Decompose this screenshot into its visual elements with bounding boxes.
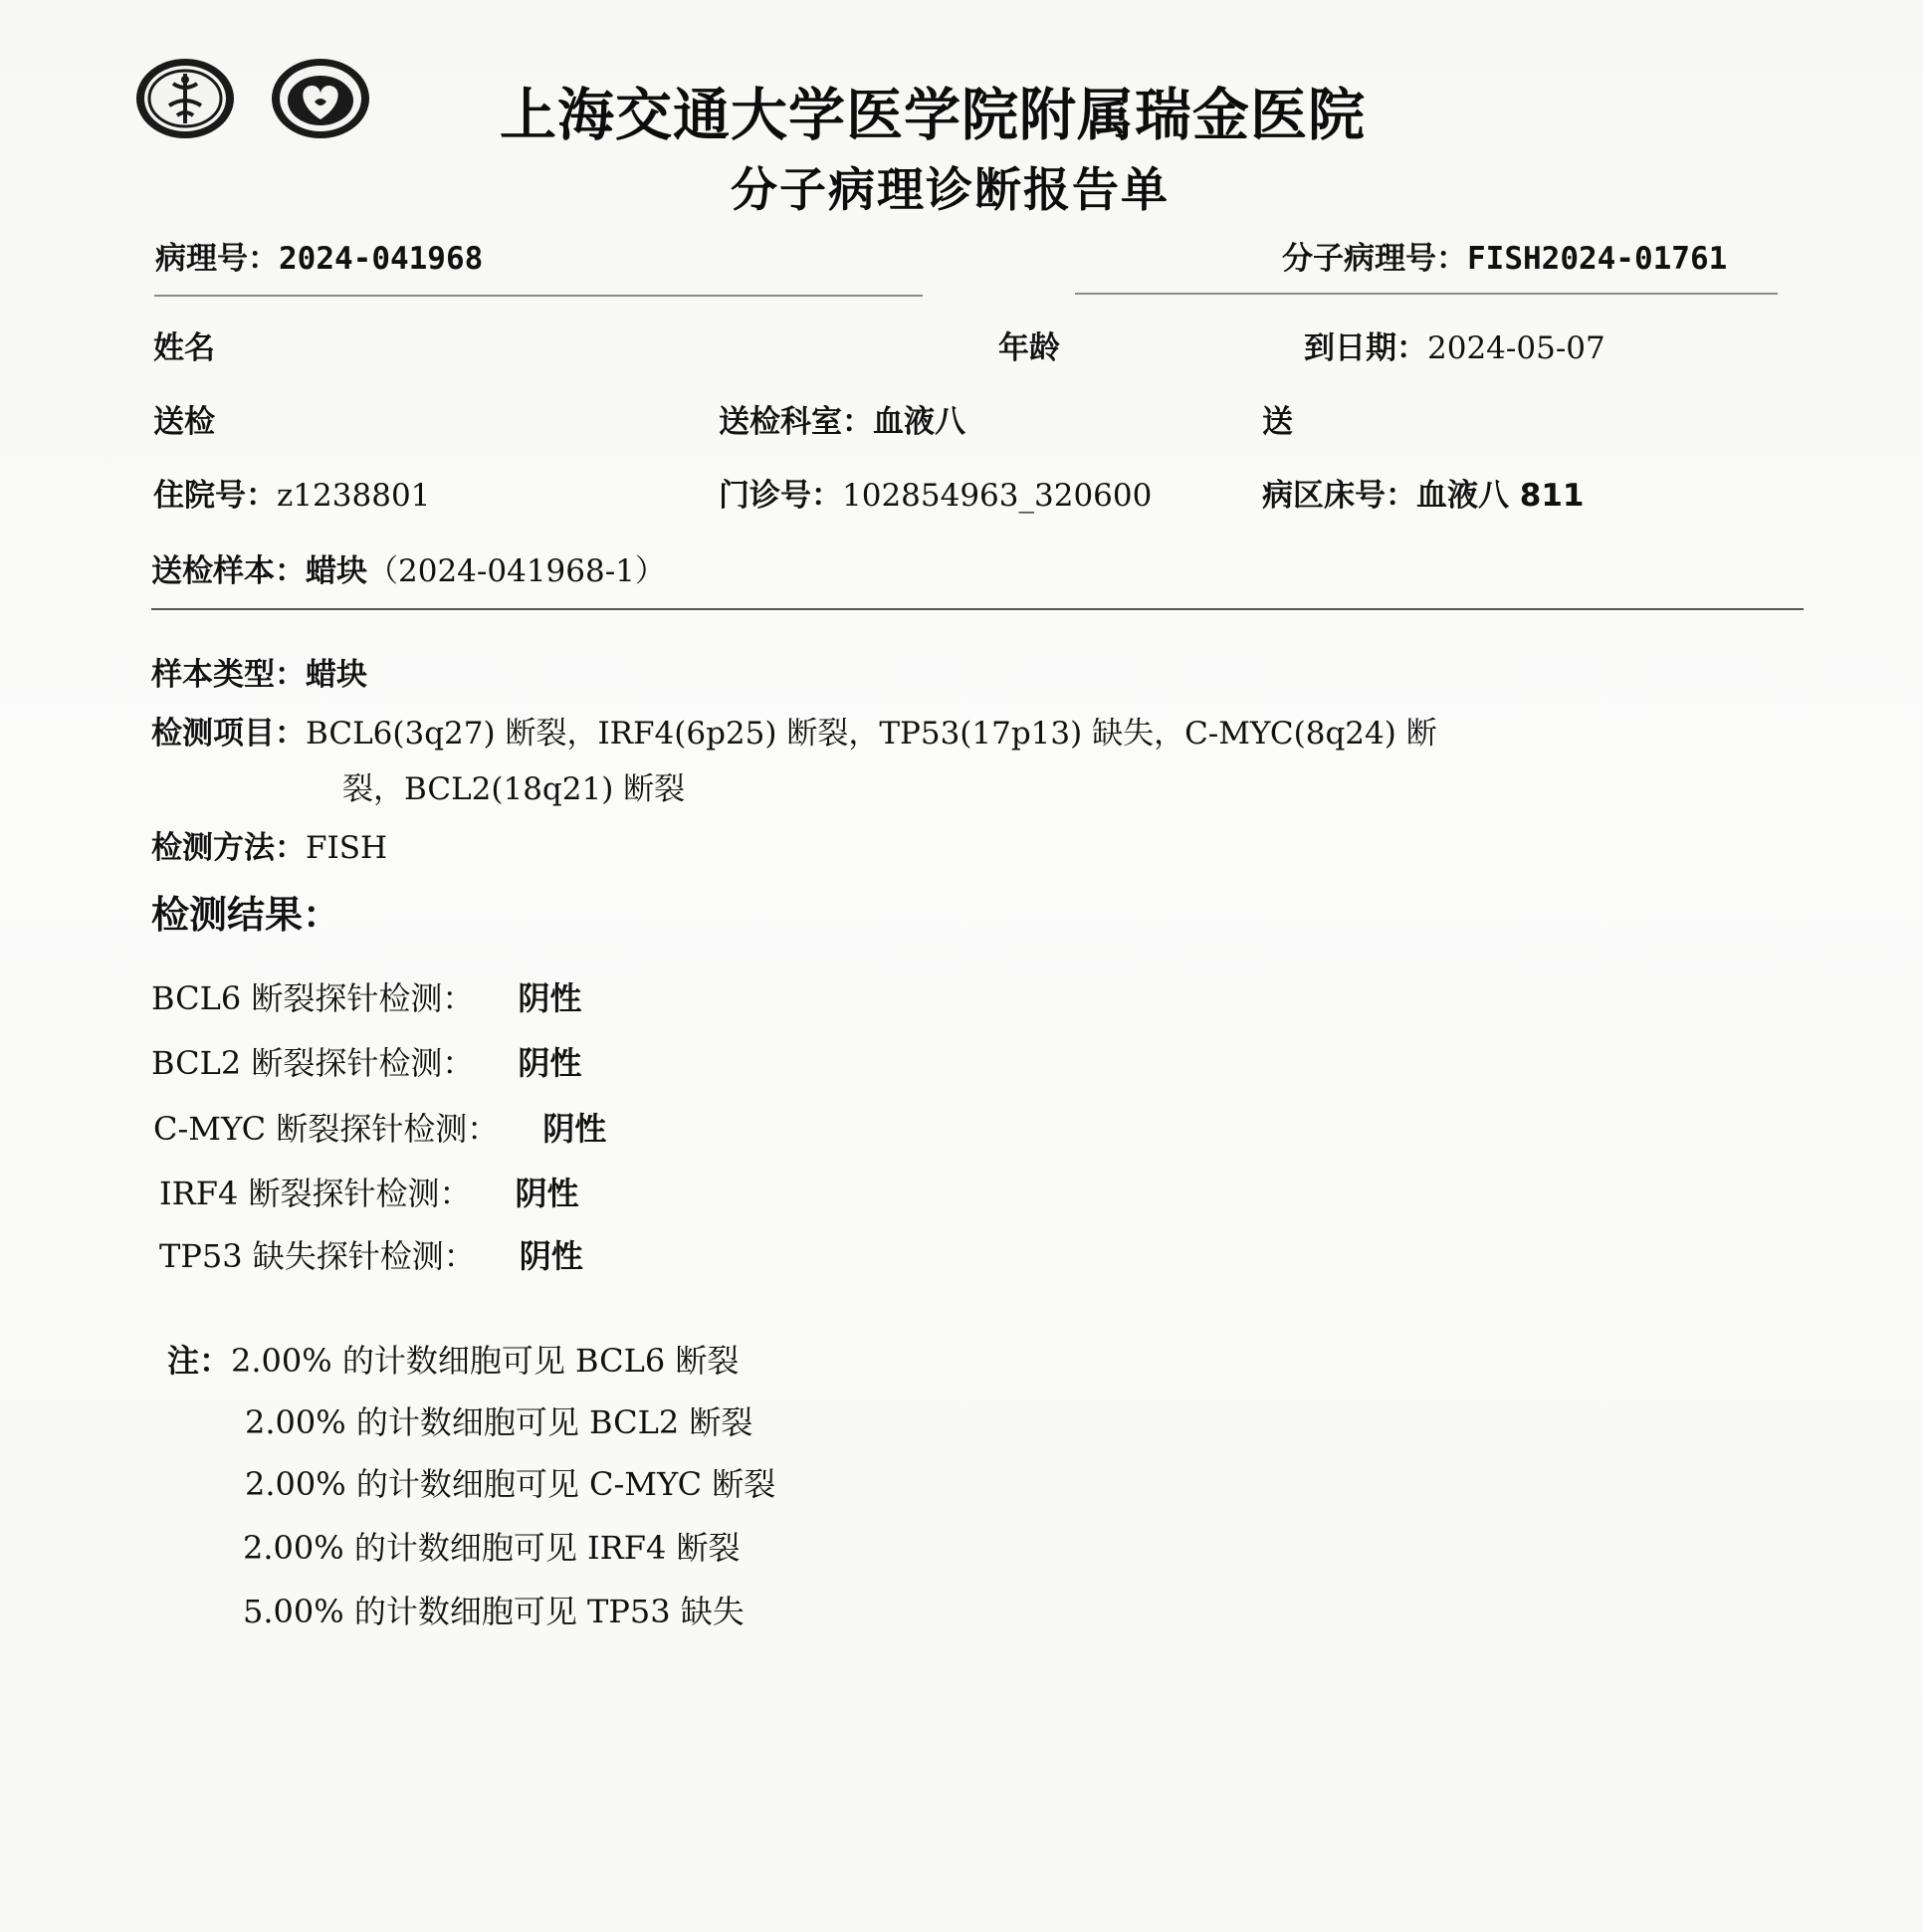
result-tp53-label: TP53 缺失探针检测： — [159, 1237, 476, 1275]
result-tp53 — [159, 1231, 583, 1277]
pathology-number-value: 2024-041968 — [279, 241, 484, 277]
result-irf4 — [159, 1169, 579, 1214]
sample-type-value: 蜡块 — [306, 657, 367, 693]
hospital-name: 上海交通大学医学院附属瑞金医院 — [500, 83, 1366, 148]
submitting-department-value: 血液八 — [873, 404, 965, 440]
specimen-value-prefix: 蜡块 — [306, 553, 367, 589]
molecular-pathology-number-value: FISH2024-01761 — [1467, 241, 1728, 277]
outpatient-number-value: 102854963_320600 — [842, 478, 1153, 514]
result-bcl6-label: BCL6 断裂探针检测： — [151, 979, 475, 1017]
test-items-continuation — [342, 763, 685, 808]
sample-type-field — [151, 649, 367, 694]
note-line-5 — [243, 1587, 745, 1632]
submitting-department-label: 送检科室： — [719, 404, 873, 440]
test-items-field — [151, 708, 1437, 752]
arrival-date-field — [1304, 322, 1605, 367]
info-divider — [151, 608, 1804, 610]
patient-name-label: 姓名 — [153, 330, 215, 366]
ward-bed-label: 病区床号： — [1262, 478, 1416, 514]
result-irf4-value: 阴性 — [515, 1175, 579, 1212]
result-c-myc-label: C-MYC 断裂探针检测： — [153, 1110, 500, 1148]
molecular-pathology-number — [1282, 233, 1727, 278]
inpatient-number-field — [153, 470, 430, 515]
pathology-number — [155, 233, 483, 278]
note-text-2: 2.00% 的计数细胞可见 BCL2 断裂 — [245, 1403, 753, 1441]
sample-type-label: 样本类型： — [151, 657, 306, 693]
results-heading: 检测结果： — [151, 893, 341, 937]
note-text-5: 5.00% 的计数细胞可见 TP53 缺失 — [243, 1593, 745, 1630]
test-method-field — [151, 822, 387, 867]
arrival-date-value: 2024-05-07 — [1427, 330, 1605, 366]
submitting-department-field — [719, 396, 965, 441]
submitting-doctor-label: 送检 — [153, 404, 215, 440]
ward-bed-field — [1262, 470, 1585, 515]
patient-age-field — [998, 322, 1060, 367]
inpatient-number-value: z1238801 — [277, 478, 431, 514]
note-line-1 — [167, 1336, 739, 1382]
submitting-doctor-field — [153, 396, 215, 441]
note-line-4 — [243, 1523, 740, 1569]
inpatient-number-label: 住院号： — [153, 478, 277, 514]
result-irf4-label: IRF4 断裂探针检测： — [159, 1175, 472, 1212]
test-items-value-line2: 裂，BCL2(18q21) 断裂 — [342, 771, 686, 807]
test-items-label: 检测项目： — [151, 716, 306, 751]
test-method-value: FISH — [306, 830, 388, 866]
result-bcl2-value: 阴性 — [518, 1044, 582, 1082]
result-bcl2-label: BCL2 断裂探针检测： — [151, 1044, 475, 1082]
outpatient-number-field — [719, 470, 1152, 515]
result-c-myc — [153, 1104, 606, 1150]
result-c-myc-value: 阴性 — [542, 1110, 607, 1148]
report-title: 分子病理诊断报告单 — [731, 163, 1170, 218]
header-divider-right — [1075, 293, 1778, 295]
result-bcl6-value: 阴性 — [518, 979, 582, 1017]
ward-bed-value: 血液八 811 — [1416, 478, 1585, 514]
note-text-4: 2.00% 的计数细胞可见 IRF4 断裂 — [243, 1529, 741, 1567]
specimen-field — [151, 545, 666, 590]
submitting-date-label: 送 — [1262, 404, 1293, 440]
patient-age-label: 年龄 — [998, 330, 1060, 366]
outpatient-number-label: 门诊号： — [719, 478, 842, 514]
note-text-3: 2.00% 的计数细胞可见 C-MYC 断裂 — [245, 1465, 776, 1503]
result-bcl2 — [151, 1038, 581, 1084]
specimen-value: （2024-041968-1） — [367, 553, 666, 589]
arrival-date-label: 到日期： — [1304, 330, 1427, 366]
note-label: 注： — [167, 1342, 232, 1380]
note-line-2 — [245, 1397, 752, 1443]
result-tp53-value: 阴性 — [519, 1237, 583, 1275]
pathology-number-label: 病理号： — [155, 241, 279, 277]
patient-name-field — [153, 322, 215, 367]
result-bcl6 — [151, 973, 581, 1019]
note-text-1: 2.00% 的计数细胞可见 BCL6 断裂 — [231, 1342, 740, 1380]
header-divider-left — [154, 295, 923, 297]
hospital-seal-icon — [269, 56, 372, 141]
specimen-label: 送检样本： — [151, 553, 306, 589]
medical-school-seal-icon — [133, 56, 237, 141]
test-method-label: 检测方法： — [151, 830, 306, 866]
test-items-value-line1: BCL6(3q27) 断裂，IRF4(6p25) 断裂，TP53(17p13) 缺失，C-MYC(8q24) 断 — [306, 716, 1437, 751]
note-line-3 — [245, 1459, 775, 1505]
redaction-mask — [1308, 390, 1606, 448]
molecular-pathology-number-label: 分子病理号： — [1282, 241, 1467, 277]
submitting-date-field — [1262, 396, 1293, 441]
